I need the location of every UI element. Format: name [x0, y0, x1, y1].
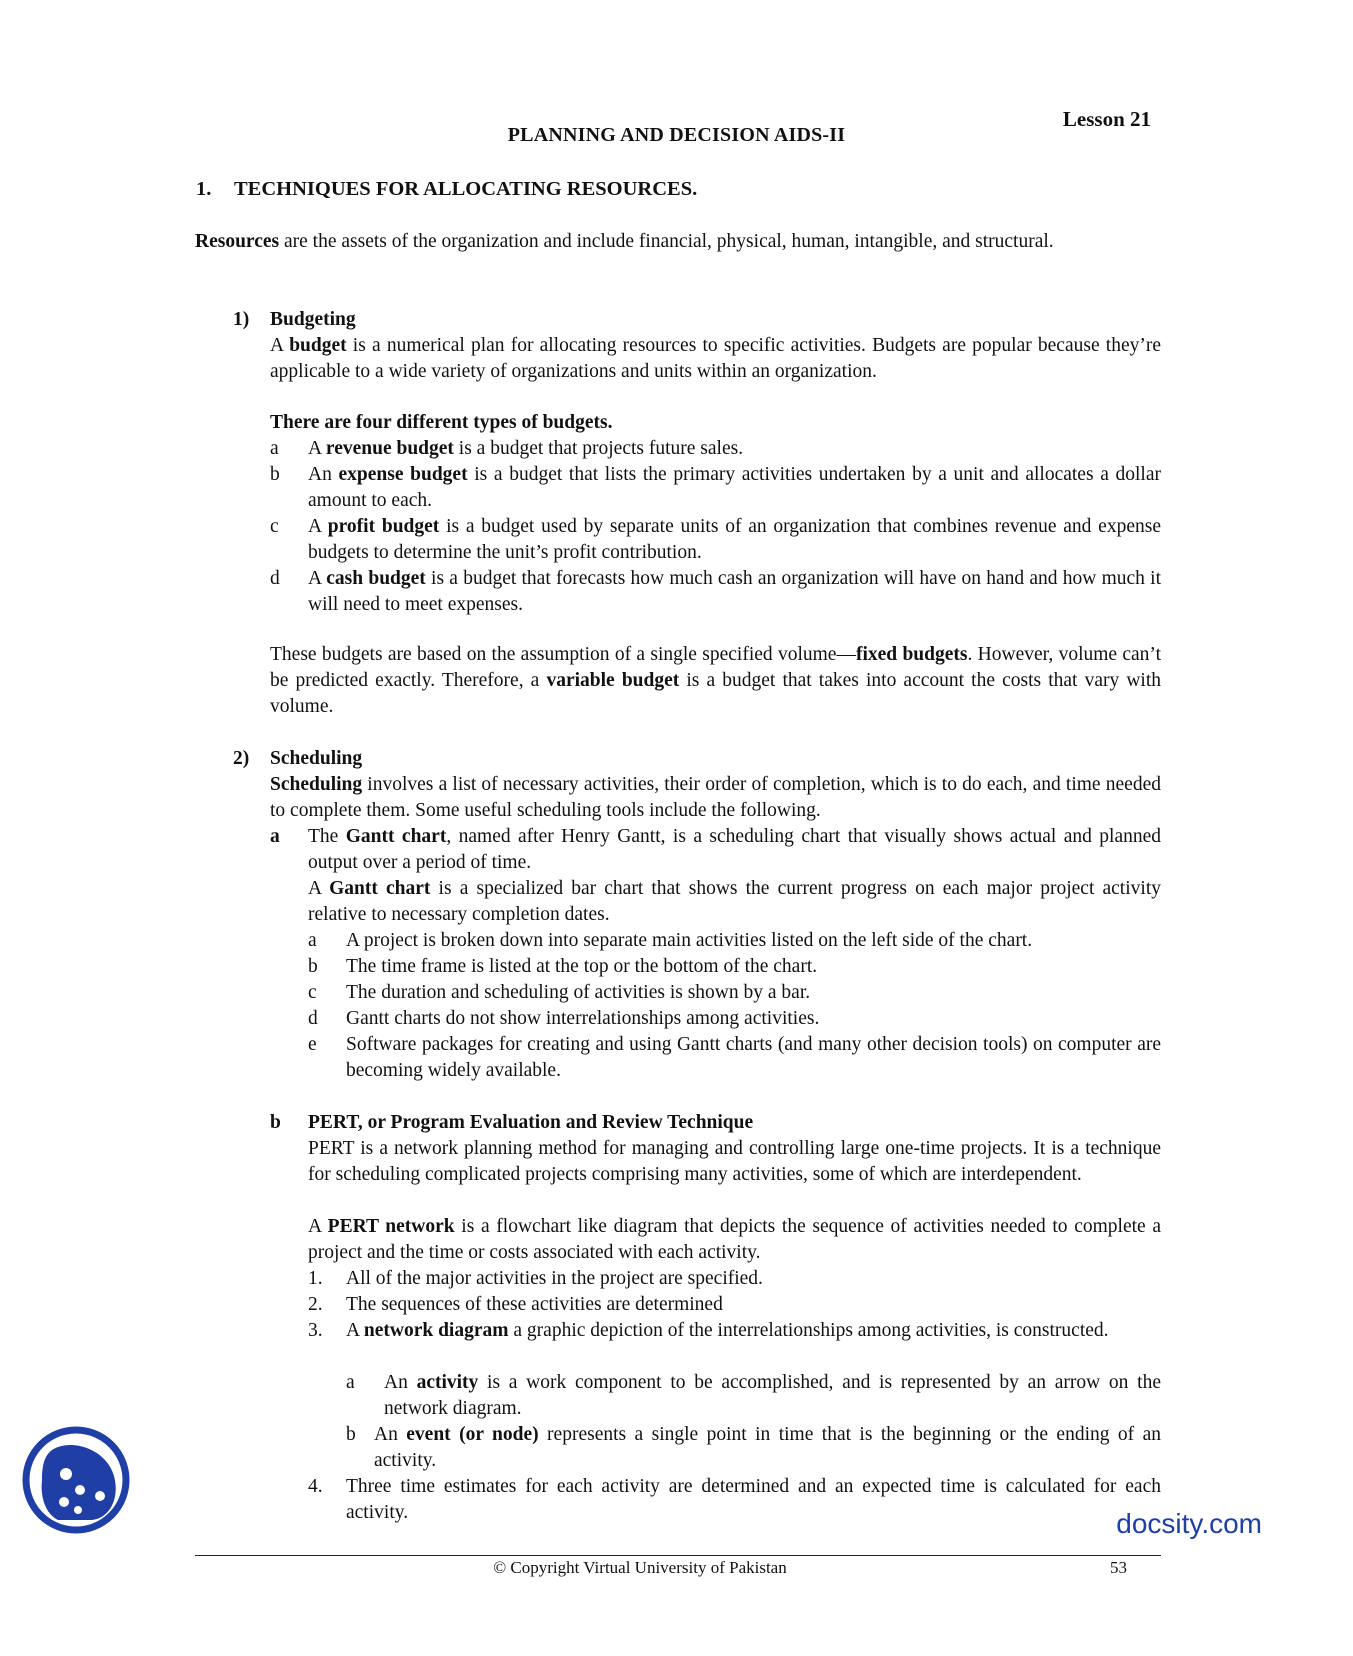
budget-def-pre: A	[270, 335, 290, 356]
pert-title: PERT, or Program Evaluation and Review Technique	[308, 1112, 754, 1133]
gantt-items-list	[308, 928, 1161, 1084]
scheduling-number: 2)	[233, 748, 250, 769]
term-event-node: event (or node)	[406, 1424, 539, 1445]
fv-text-3: is a budget that takes into account the costs that vary with volume.	[270, 670, 1161, 717]
item-post: is a budget that forecasts how much cash an organization will have on hand and how much it will need to meet expenses.	[308, 568, 1161, 615]
list-item	[308, 1006, 1161, 1032]
item-text: The duration and scheduling of activities is shown by a bar.	[346, 982, 811, 1003]
list-item	[270, 436, 1161, 462]
budget-definition	[270, 333, 1161, 385]
budget-types-list	[270, 436, 1161, 618]
lesson-label: Lesson 21	[1062, 107, 1151, 131]
list-item	[270, 514, 1161, 566]
step3-post: a graphic depiction of the interrelationships among activities, is constructed.	[508, 1320, 1109, 1341]
item-text: Gantt charts do not show interrelationships among activities.	[346, 1008, 820, 1029]
list-item	[270, 566, 1161, 618]
item-text: Software packages for creating and using Gantt charts (and many other decision tools) on computer are becoming widely available.	[346, 1034, 1161, 1081]
term-fixed-budgets: fixed budgets	[855, 644, 968, 665]
pert-paragraph-1: PERT is a network planning method for managing and controlling large one-time projects. It is a technique for scheduling complicated projects comprising many activities, some of which are interdependent.	[308, 1138, 1161, 1185]
term-scheduling: Scheduling	[270, 774, 363, 795]
term-budget: budget	[289, 335, 347, 356]
pert-marker: b	[270, 1112, 281, 1133]
scheduling-title: Scheduling	[270, 748, 363, 769]
budgeting-number: 1)	[233, 309, 250, 330]
list-marker: c	[308, 982, 317, 1003]
gantt-p1-pre: The	[308, 826, 346, 847]
list-item	[308, 980, 1161, 1006]
section-title: TECHNIQUES FOR ALLOCATING RESOURCES.	[234, 178, 698, 200]
scheduling-definition	[270, 772, 1161, 824]
item-post: is a budget that projects future sales.	[453, 438, 744, 459]
term-cash-budget: cash budget	[326, 568, 426, 589]
page-title: PLANNING AND DECISION AIDS-II	[507, 124, 846, 146]
scheduling-def-text: involves a list of necessary activities, their order of completion, which is to do each, and time needed to complete them. Some useful scheduling tools include the following.	[270, 774, 1161, 821]
list-marker: b	[270, 464, 280, 485]
list-marker: c	[270, 516, 279, 537]
sub-a-post: is a work component to be accomplished, and is represented by an arrow on the network diagram.	[384, 1372, 1161, 1419]
list-item	[270, 462, 1161, 514]
gantt-paragraph-2	[308, 876, 1161, 928]
list-item	[308, 1032, 1161, 1084]
pert-step-4: Three time estimates for each activity are determined and an expected time is calculated for each activity.	[346, 1476, 1161, 1523]
section-number: 1.	[196, 178, 212, 200]
footer-copyright: © Copyright Virtual University of Pakistan	[493, 1558, 787, 1577]
gantt-p1-post: , named after Henry Gantt, is a scheduling chart that visually shows actual and planned output over a period of time.	[308, 826, 1162, 873]
fv-text-1: These budgets are based on the assumption of a single specified volume—	[270, 644, 856, 665]
list-marker: b	[308, 956, 318, 977]
fv-text-2: . However, volume can’t be predicted exactly. Therefore, a	[270, 644, 1161, 691]
pert-step-2-marker: 2.	[308, 1294, 323, 1315]
term-variable-budget: variable budget	[546, 670, 680, 691]
term-expense-budget: expense budget	[338, 464, 468, 485]
footer-rule	[195, 1555, 1161, 1556]
pert-step-3-marker: 3.	[308, 1320, 323, 1341]
pert-sub-a-marker: a	[346, 1372, 355, 1393]
docsity-logo-icon	[22, 1424, 130, 1536]
fixed-variable-paragraph	[270, 642, 1161, 720]
pert-step-1: All of the major activities in the project are specified.	[346, 1268, 763, 1289]
pert-step-2: The sequences of these activities are determined	[346, 1294, 723, 1315]
pert-step-4-marker: 4.	[308, 1476, 323, 1497]
item-text: The time frame is listed at the top or the bottom of the chart.	[346, 956, 818, 977]
budget-def-post: is a numerical plan for allocating resources to specific activities. Budgets are popular because they’re applicable to a wide variety of organizations and units within an organization.	[270, 335, 1161, 382]
step3-pre: A	[346, 1320, 364, 1341]
list-marker: a	[270, 438, 279, 459]
item-pre: A	[308, 516, 328, 537]
gantt-p2-pre: A	[308, 878, 330, 899]
item-pre: A	[308, 438, 326, 459]
section-heading	[196, 178, 697, 201]
pert-step-1-marker: 1.	[308, 1268, 323, 1289]
item-post: is a budget used by separate units of an organization that combines revenue and expense budgets to determine the unit’s profit contribution.	[308, 516, 1161, 563]
item-pre: An	[308, 464, 339, 485]
pert-p2-pre: A	[308, 1216, 328, 1237]
item-post: is a budget that lists the primary activities undertaken by a unit and allocates a dollar amount to each.	[308, 464, 1161, 511]
budgeting-title: Budgeting	[270, 309, 356, 330]
term-profit-budget: profit budget	[327, 516, 440, 537]
sub-b-post: represents a single point in time that is the beginning or the ending of an activity.	[374, 1424, 1161, 1471]
pert-sub-b-marker: b	[346, 1424, 356, 1445]
pert-p2-post: is a flowchart like diagram that depicts the sequence of activities needed to complete a project and the time or costs associated with each activity.	[308, 1216, 1161, 1263]
term-activity: activity	[416, 1372, 479, 1393]
term-pert-network: PERT network	[327, 1216, 455, 1237]
list-marker: d	[270, 568, 280, 589]
list-marker: a	[308, 930, 317, 951]
page-number: 53	[1110, 1558, 1127, 1577]
resources-paragraph	[195, 229, 1161, 255]
pert-paragraph-2	[308, 1214, 1161, 1266]
gantt-paragraph-1	[308, 824, 1161, 876]
gantt-p2-post: is a specialized bar chart that shows the current progress on each major project activity relative to necessary completion dates.	[308, 878, 1161, 925]
pert-sub-b	[374, 1422, 1161, 1474]
sub-a-pre: An	[384, 1372, 417, 1393]
resources-text: are the assets of the organization and include financial, physical, human, intangible, and structural.	[279, 231, 1054, 252]
item-text: A project is broken down into separate main activities listed on the left side of the chart.	[346, 930, 1033, 951]
term-gantt-chart-2: Gantt chart	[329, 878, 431, 899]
gantt-marker: a	[270, 826, 280, 847]
budget-types-heading: There are four different types of budgets.	[270, 412, 613, 433]
list-marker: e	[308, 1034, 317, 1055]
list-marker: d	[308, 1008, 318, 1029]
sub-b-pre: An	[374, 1424, 407, 1445]
docsity-brand-text: docsity.com	[1116, 1508, 1262, 1539]
list-item	[308, 928, 1161, 954]
term-gantt-chart: Gantt chart	[345, 826, 447, 847]
term-resources: Resources	[195, 231, 280, 252]
term-revenue-budget: revenue budget	[325, 438, 454, 459]
term-network-diagram: network diagram	[363, 1320, 509, 1341]
pert-step-3	[346, 1318, 1161, 1344]
list-item	[308, 954, 1161, 980]
item-pre: A	[308, 568, 327, 589]
pert-sub-a	[384, 1370, 1161, 1422]
